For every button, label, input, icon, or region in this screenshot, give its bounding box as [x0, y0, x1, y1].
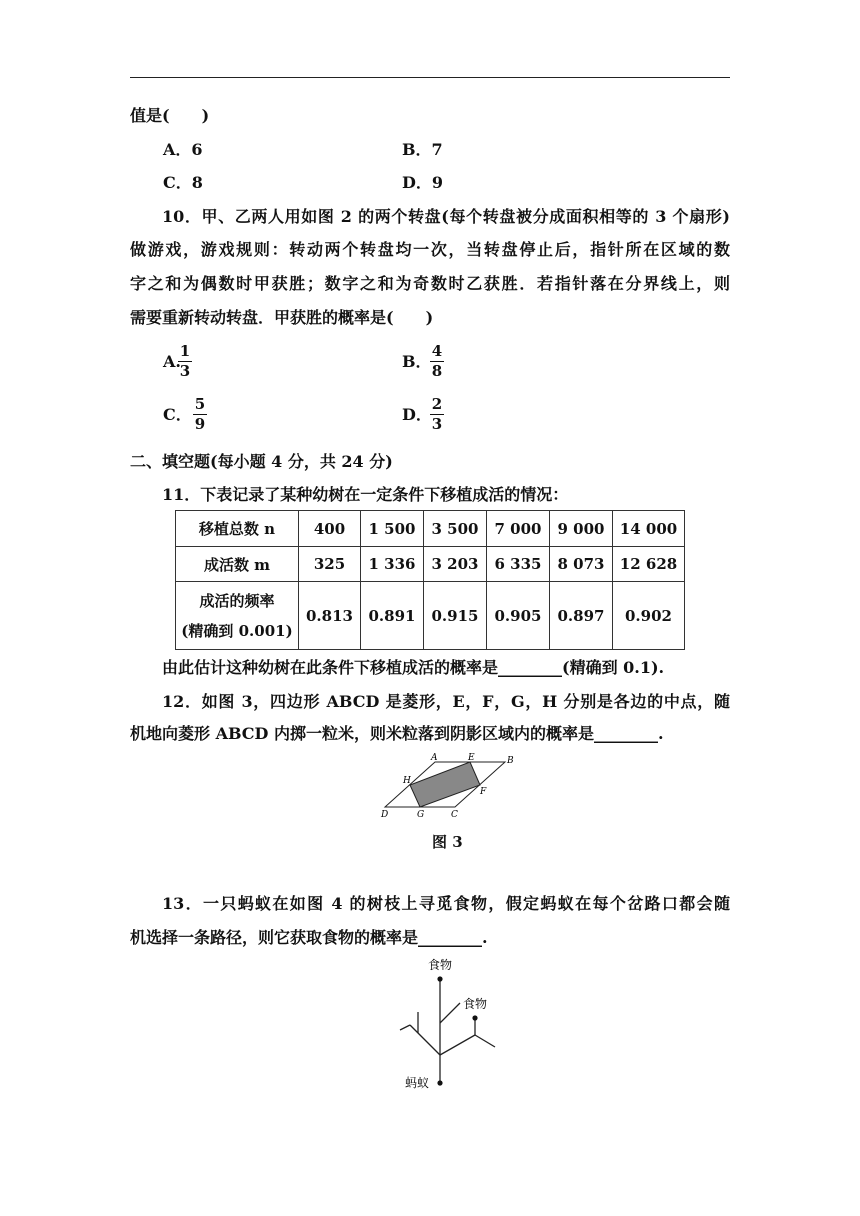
- q9-option-d: D．9: [402, 173, 444, 192]
- ant-dot: [437, 1080, 442, 1085]
- q10-option-d-fraction: 2 3: [431, 395, 443, 433]
- table-cell: 0.891: [361, 582, 424, 650]
- table-cell: 3 203: [424, 547, 487, 582]
- q9-option-c: C．8: [163, 173, 203, 192]
- q12-line-2: 机地向菱形 ABCD 内掷一粒米，则米粒落到阴影区域内的概率是________.: [130, 724, 664, 743]
- midpoint-label-f: F: [480, 787, 487, 797]
- table-cell: 325: [299, 547, 361, 582]
- table-cell: 0.902: [613, 582, 685, 650]
- vertex-label-b: B: [507, 756, 514, 766]
- table-cell: 14 000: [613, 511, 685, 547]
- vertex-label-a: A: [431, 753, 438, 763]
- q10-option-a-letter: A.: [163, 352, 181, 371]
- q10-option-a-fraction: 1 3: [179, 342, 191, 380]
- table-cell: 400: [299, 511, 361, 547]
- table-cell: 0.905: [487, 582, 550, 650]
- table-header-cell: 成活的频率 (精确到 0.001): [176, 582, 299, 650]
- q9-option-a: A．6: [163, 140, 203, 159]
- q10-line-2: 做游戏，游戏规则：转动两个转盘均一次，当转盘停止后，指针所在区域的数: [130, 240, 730, 259]
- q10-line-3: 字之和为偶数时甲获胜；数字之和为奇数时乙获胜．若指针落在分界线上，则: [130, 274, 730, 293]
- table-cell: 9 000: [550, 511, 613, 547]
- q10-option-b-letter: B．: [402, 352, 432, 371]
- q10-option-c-fraction: 5 9: [194, 395, 206, 433]
- q11-table: [175, 510, 685, 650]
- table-cell: 1 336: [361, 547, 424, 582]
- q13-line-1: 13．一只蚂蚁在如图 4 的树枝上寻觅食物，假定蚂蚁在每个岔路口都会随: [162, 894, 730, 913]
- figure-3-caption: 图 3: [432, 833, 463, 851]
- q9-option-b: B．7: [402, 140, 443, 159]
- table-header-cell: 成活数 m: [176, 547, 299, 582]
- table-cell: 1 500: [361, 511, 424, 547]
- food-dot-1: [437, 976, 442, 981]
- vertex-label-c: C: [451, 810, 458, 820]
- vertex-label-d: D: [381, 810, 389, 820]
- q10-line-1: 10．甲、乙两人用如图 2 的两个转盘(每个转盘被分成面积相等的 3 个扇形): [162, 207, 730, 226]
- q10-line-4: 需要重新转动转盘．甲获胜的概率是( ): [130, 308, 434, 327]
- midpoint-label-e: E: [468, 753, 475, 763]
- table-cell: 6 335: [487, 547, 550, 582]
- section-title: 二、填空题(每小题 4 分，共 24 分): [130, 452, 393, 471]
- table-cell: 7 000: [487, 511, 550, 547]
- table-cell: 0.915: [424, 582, 487, 650]
- table-cell: 0.897: [550, 582, 613, 650]
- table-cell: 8 073: [550, 547, 613, 582]
- food-label-1: 食物: [428, 958, 453, 972]
- q13-line-2: 机选择一条路径，则它获取食物的概率是________.: [130, 928, 488, 947]
- table-cell: 12 628: [613, 547, 685, 582]
- table-cell: 0.813: [299, 582, 361, 650]
- ant-label: 蚂蚁: [405, 1076, 430, 1090]
- table-row: [176, 582, 685, 650]
- q10-option-b-fraction: 4 8: [431, 342, 443, 380]
- rhombus-figure: [375, 750, 525, 825]
- table-cell: 3 500: [424, 511, 487, 547]
- table-header-cell: 移植总数 n: [176, 511, 299, 547]
- q11-after: 由此估计这种幼树在此条件下移植成活的概率是________(精确到 0.1).: [162, 658, 665, 677]
- q9-tail: 值是( ): [130, 106, 210, 125]
- table-row: [176, 511, 685, 547]
- midpoint-label-g: G: [417, 810, 425, 820]
- header-rule: [130, 77, 730, 78]
- q10-option-d-letter: D．: [402, 405, 432, 424]
- midpoint-label-h: H: [403, 776, 411, 786]
- q11-stem: 11．下表记录了某种幼树在一定条件下移植成活的情况：: [162, 485, 569, 504]
- food-label-2: 食物: [463, 997, 488, 1011]
- q10-option-c-letter: C．: [163, 405, 192, 424]
- food-dot-2: [472, 1015, 477, 1020]
- table-row: [176, 547, 685, 582]
- tree-branch-figure: [395, 955, 510, 1095]
- q12-line-1: 12．如图 3，四边形 ABCD 是菱形，E，F，G，H 分别是各边的中点，随: [162, 692, 730, 711]
